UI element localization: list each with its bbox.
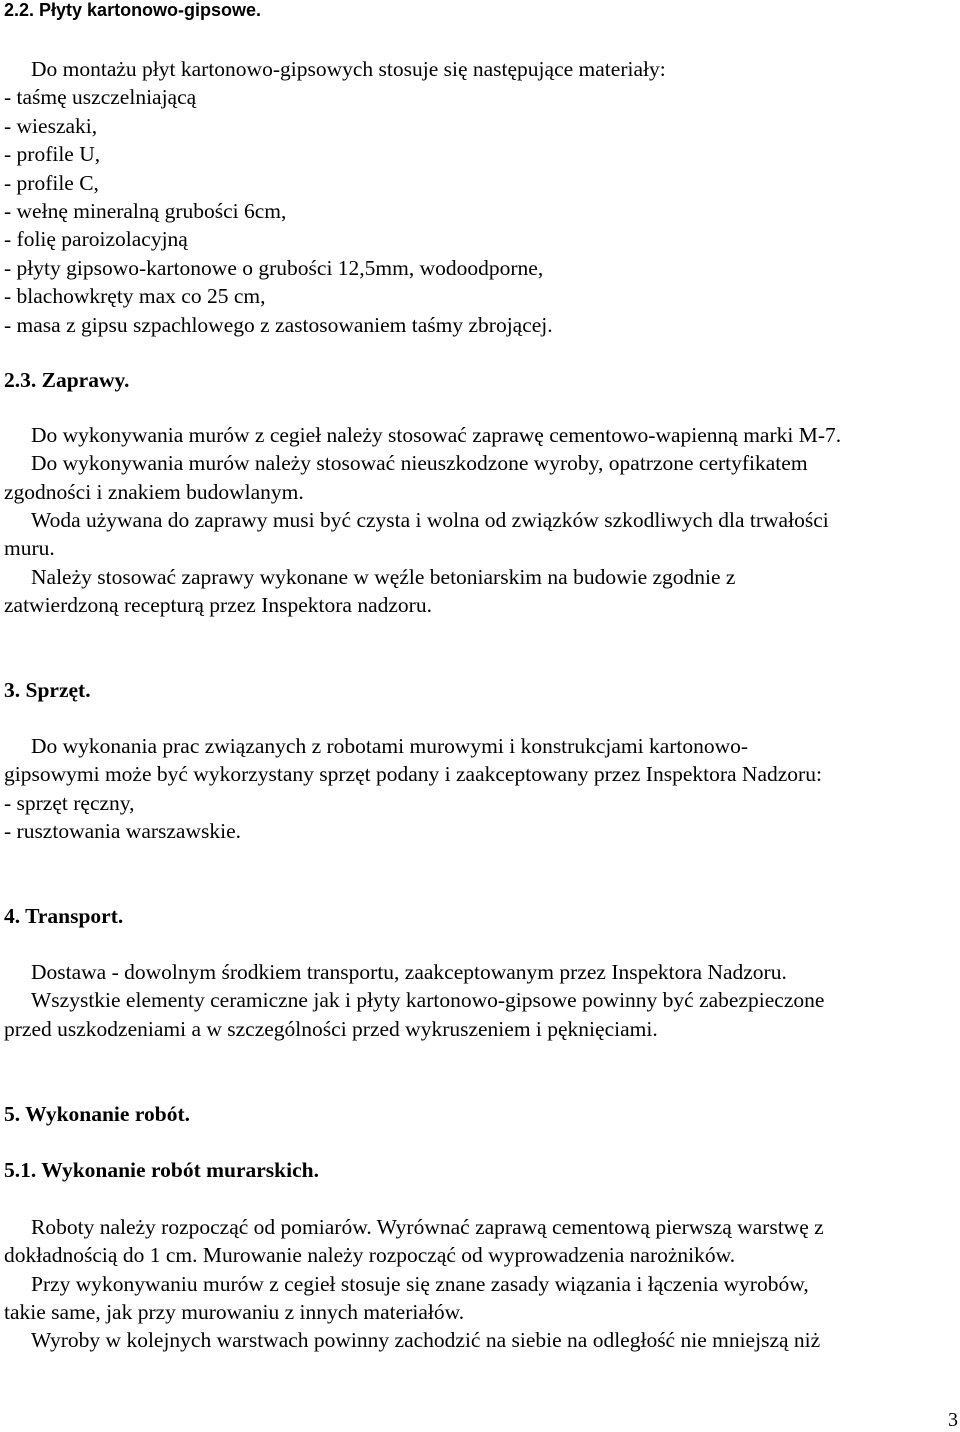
paragraph-line: Przy wykonywaniu murów z cegieł stosuje się znane zasady wiązania i łączenia wyrobów, [31, 1272, 809, 1296]
paragraph-line: Dostawa - dowolnym środkiem transportu, zaakceptowanym przez Inspektora Nadzoru. [31, 960, 787, 984]
paragraph-line: przed uszkodzeniami a w szczególności przed wykruszeniem i pęknięciami. [4, 1017, 658, 1041]
paragraph-line: muru. [4, 536, 55, 560]
list-item: - folię paroizolacyjną [4, 227, 188, 251]
list-item: - masa z gipsu szpachlowego z zastosowaniem taśmy zbrojącej. [4, 313, 553, 337]
section-heading-5: 5. Wykonanie robót. [4, 1102, 190, 1126]
paragraph-line: Do wykonywania murów należy stosować nieuszkodzone wyroby, opatrzone certyfikatem [31, 451, 808, 475]
paragraph-line: takie same, jak przy murowaniu z innych materiałów. [4, 1300, 465, 1324]
paragraph-line: Należy stosować zaprawy wykonane w węźle betoniarskim na budowie zgodnie z [31, 565, 736, 589]
section-heading-4: 4. Transport. [4, 904, 124, 928]
section-heading-3: 3. Sprzęt. [4, 678, 91, 702]
section-heading-2-3: 2.3. Zaprawy. [4, 368, 130, 392]
list-item: - blachowkręty max co 25 cm, [4, 284, 266, 308]
paragraph-line: zatwierdzoną recepturą przez Inspektora nadzoru. [4, 593, 432, 617]
list-item: - wieszaki, [4, 114, 98, 138]
section-heading-2-2: 2.2. Płyty kartonowo-gipsowe. [4, 0, 262, 20]
paragraph-line: Roboty należy rozpocząć od pomiarów. Wyrównać zaprawą cementową pierwszą warstwę z [31, 1215, 824, 1239]
list-item: - płyty gipsowo-kartonowe o grubości 12,5mm, wodoodporne, [4, 256, 544, 280]
paragraph-line: zgodności i znakiem budowlanym. [4, 480, 304, 504]
paragraph-line: Wszystkie elementy ceramiczne jak i płyty kartonowo-gipsowe powinny być zabezpieczone [31, 988, 825, 1012]
paragraph-line: Do wykonania prac związanych z robotami murowymi i konstrukcjami kartonowo- [31, 734, 749, 758]
list-item: - profile U, [4, 142, 101, 166]
paragraph-line: Wyroby w kolejnych warstwach powinny zachodzić na siebie na odległość nie mniejszą niż [31, 1328, 821, 1352]
list-item: - rusztowania warszawskie. [4, 819, 242, 843]
paragraph-line: dokładnością do 1 cm. Murowanie należy rozpocząć od wyprowadzenia narożników. [4, 1243, 736, 1267]
page-number: 3 [948, 1409, 958, 1431]
list-item: - taśmę uszczelniającą [4, 85, 197, 109]
section-heading-5-1: 5.1. Wykonanie robót murarskich. [4, 1158, 319, 1182]
section-2-2-intro: Do montażu płyt kartonowo-gipsowych stosuje się następujące materiały: [31, 57, 666, 81]
paragraph-line: Woda używana do zaprawy musi być czysta i wolna od związków szkodliwych dla trwałości [31, 508, 829, 532]
list-item: - wełnę mineralną grubości 6cm, [4, 199, 287, 223]
list-item: - sprzęt ręczny, [4, 791, 135, 815]
paragraph-line: gipsowymi może być wykorzystany sprzęt podany i zaakceptowany przez Inspektora Nadzoru: [4, 762, 822, 786]
paragraph-line: Do wykonywania murów z cegieł należy stosować zaprawę cementowo-wapienną marki M-7. [31, 423, 842, 447]
list-item: - profile C, [4, 171, 99, 195]
